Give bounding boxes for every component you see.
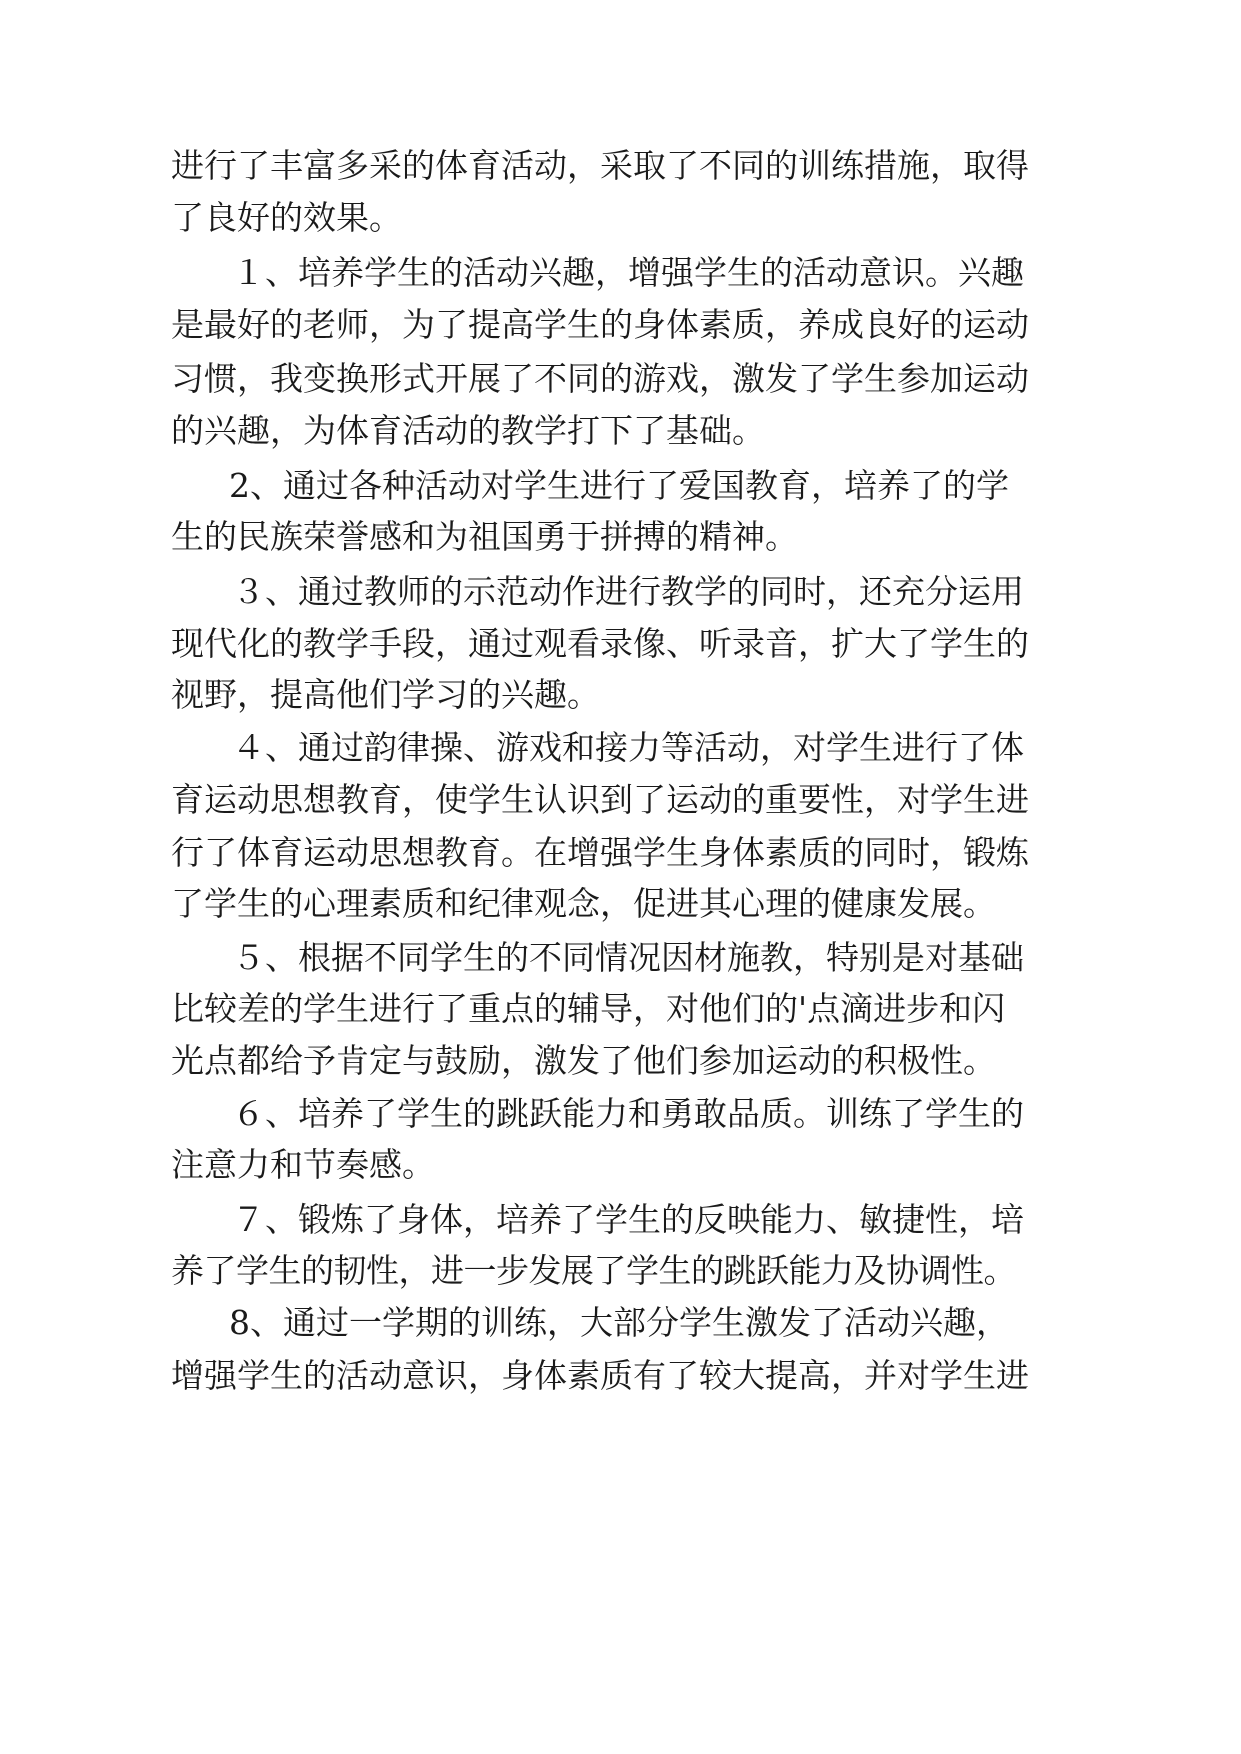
text-line: 视野，提高他们学习的兴趣。 xyxy=(171,675,600,714)
text-line: 8、通过一学期的训练，大部分学生激发了活动兴趣， xyxy=(229,1303,1009,1342)
text-line: ７、锻炼了身体，培养了学生的反映能力、敏捷性，培 xyxy=(232,1200,1024,1239)
text-line: 生的民族荣誉感和为祖国勇于拼搏的精神。 xyxy=(171,517,798,556)
text-line: 注意力和节奏感。 xyxy=(171,1145,435,1184)
text-line: 行了体育运动思想教育。在增强学生身体素质的同时，锻炼 xyxy=(171,833,1029,872)
text-line: 了学生的心理素质和纪律观念，促进其心理的健康发展。 xyxy=(171,884,996,923)
text-line: ４、通过韵律操、游戏和接力等活动，对学生进行了体 xyxy=(232,728,1024,767)
text-line: 了良好的效果。 xyxy=(171,198,402,237)
text-line: 养了学生的韧性，进一步发展了学生的跳跃能力及协调性。 xyxy=(171,1251,1016,1290)
text-line: 增强学生的活动意识，身体素质有了较大提高，并对学生进 xyxy=(171,1356,1029,1395)
text-line: 习惯，我变换形式开展了不同的游戏，激发了学生参加运动 xyxy=(171,359,1029,398)
text-line: 育运动思想教育，使学生认识到了运动的重要性，对学生进 xyxy=(171,780,1029,819)
text-line: 进行了丰富多采的体育活动，采取了不同的训练措施，取得 xyxy=(171,146,1029,185)
text-line: 是最好的老师，为了提高学生的身体素质，养成良好的运动 xyxy=(171,305,1029,344)
text-line: ６、培养了学生的跳跃能力和勇敢品质。训练了学生的 xyxy=(232,1094,1024,1133)
text-line: ５、根据不同学生的不同情况因材施教，特别是对基础 xyxy=(232,938,1024,977)
text-line: 2、通过各种活动对学生进行了爱国教育，培养了的学 xyxy=(229,466,1009,505)
text-line: ３、通过教师的示范动作进行教学的同时，还充分运用 xyxy=(232,572,1024,611)
text-line: １、培养学生的活动兴趣，增强学生的活动意识。兴趣 xyxy=(232,253,1024,292)
text-line: 比较差的学生进行了重点的辅导，对他们的'点滴进步和闪 xyxy=(171,989,1006,1028)
text-line: 的兴趣，为体育活动的教学打下了基础。 xyxy=(171,411,765,450)
text-line: 光点都给予肯定与鼓励，激发了他们参加运动的积极性。 xyxy=(171,1041,996,1080)
text-line: 现代化的教学手段，通过观看录像、听录音，扩大了学生的 xyxy=(171,624,1029,663)
